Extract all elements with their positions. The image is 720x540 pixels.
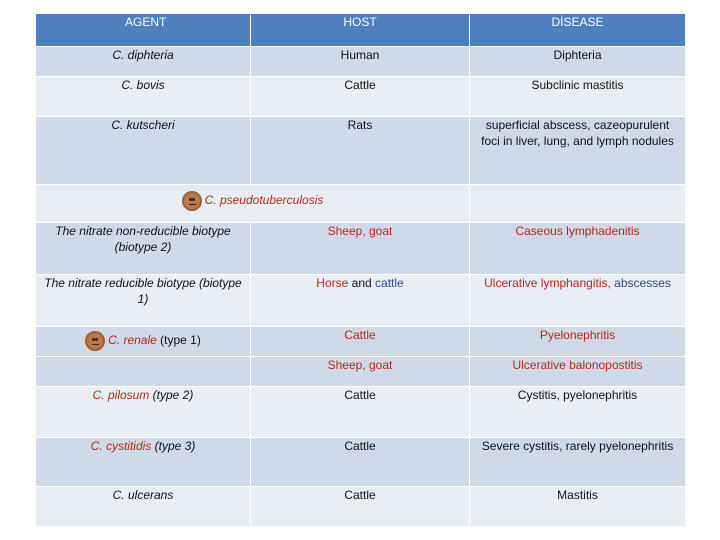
header-host: HOST — [251, 14, 470, 47]
table-row — [36, 327, 686, 357]
disease-cell — [470, 185, 686, 223]
host-horse: Horse — [316, 276, 349, 290]
disease-cell: Ulcerative balonopostitis — [470, 357, 686, 387]
host-cell: Cattle — [251, 387, 470, 438]
host-and: and — [351, 276, 372, 290]
header-row — [36, 14, 686, 47]
table-row — [36, 77, 686, 117]
smiley-face-icon — [182, 191, 202, 211]
table-row — [36, 487, 686, 527]
host-cell: Rats — [251, 117, 470, 185]
host-cattle: cattle — [375, 276, 404, 290]
agent-type: (type 1) — [160, 333, 201, 348]
agent-cell — [36, 327, 251, 357]
agent-cell — [36, 387, 251, 438]
agent-name: C. renale — [108, 333, 157, 348]
table-row — [36, 117, 686, 185]
agent-cell — [36, 185, 470, 223]
disease-cell: superficial abscess, cazeopurulent foci in liver, lung, and lymph nodules — [470, 117, 686, 185]
header-disease: DİSEASE — [470, 14, 686, 47]
disease-cell — [470, 275, 686, 327]
disease-abscesses: abscesses — [614, 276, 671, 290]
disease-cell: Mastitis — [470, 487, 686, 527]
disease-cell: Severe cystitis, rarely pyelonephritis — [470, 438, 686, 487]
disease-cell: Cystitis, pyelonephritis — [470, 387, 686, 438]
disease-cell: Caseous lymphadenitis — [470, 223, 686, 275]
table-row — [36, 223, 686, 275]
host-cell: Cattle — [251, 77, 470, 117]
table-row — [36, 47, 686, 77]
agent-cell: C. ulcerans — [36, 487, 251, 527]
agent-type: (type 3) — [154, 439, 196, 453]
host-cell — [251, 275, 470, 327]
host-cell: Sheep, goat — [251, 357, 470, 387]
table-row — [36, 185, 686, 223]
host-cell: Human — [251, 47, 470, 77]
agent-cell — [36, 357, 251, 387]
agents-table — [35, 13, 686, 527]
agent-name: C. cystitidis — [90, 439, 152, 453]
agent-cell: C. kutscheri — [36, 117, 251, 185]
table-row — [36, 387, 686, 438]
table-row — [36, 275, 686, 327]
table-row — [36, 438, 686, 487]
agent-type: (type 2) — [152, 388, 194, 402]
host-cell: Cattle — [251, 327, 470, 357]
disease-cell: Pyelonephritis — [470, 327, 686, 357]
agent-cell: The nitrate non-reducible biotype (biotype 2) — [36, 223, 251, 275]
agent-name: C. pilosum — [92, 388, 150, 402]
smiley-face-icon — [85, 331, 105, 351]
disease-cell: Subclinic mastitis — [470, 77, 686, 117]
disease-lymphangitis: Ulcerative lymphangitis, — [484, 276, 611, 290]
agent-name: C. pseudotuberculosis — [204, 193, 324, 208]
agent-cell: C. bovis — [36, 77, 251, 117]
agent-cell: The nitrate reducible biotype (biotype 1) — [36, 275, 251, 327]
disease-cell: Diphteria — [470, 47, 686, 77]
table-row — [36, 357, 686, 387]
host-cell: Cattle — [251, 487, 470, 527]
host-cell: Cattle — [251, 438, 470, 487]
header-agent: AGENT — [36, 14, 251, 47]
agent-cell: C. diphteria — [36, 47, 251, 77]
host-cell: Sheep, goat — [251, 223, 470, 275]
agent-cell — [36, 438, 251, 487]
